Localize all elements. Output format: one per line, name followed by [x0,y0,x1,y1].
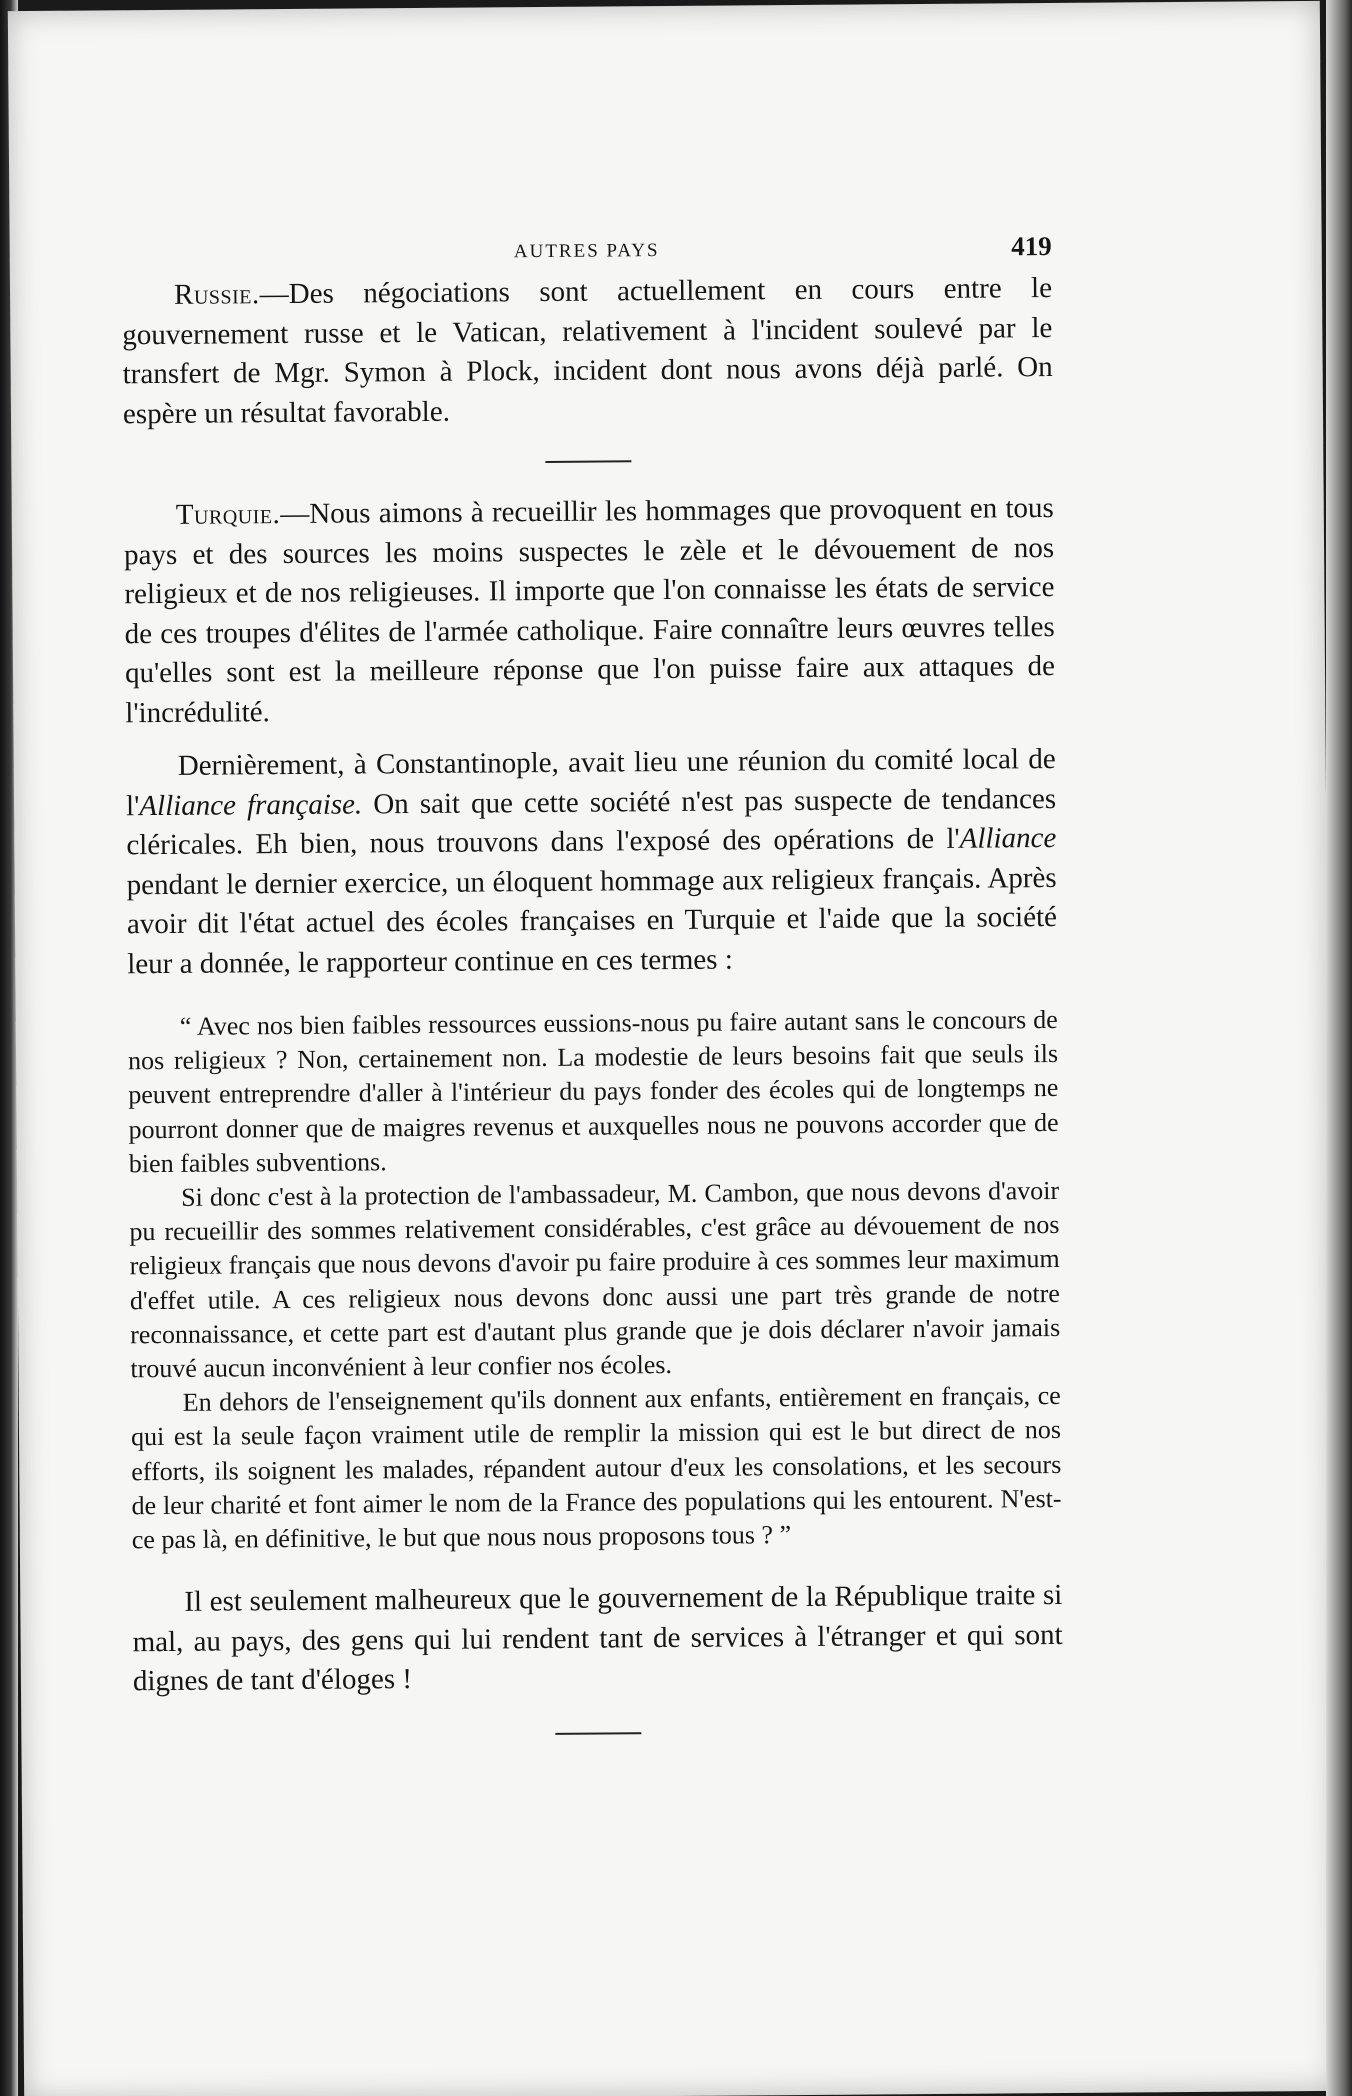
quote-paragraph-2: Si donc c'est à la protection de l'ambassadeur, M. Cambon, que nous devons d'avoir pu recueillir des sommes relativement considérables, c'est grâce au dévouement de nos religieux français que nous devons d'avoir pu faire produire à ces sommes leur maximum d'effet utile. A ces religieux nous devons donc aussi une part très grande de notre reconnaissance, et cette part est d'autant plus grande que je dois déclarer n'avoir jamais trouvé aucun inconvénient à leur confier nos écoles. [129,1175,1061,1384]
russie-text: —Des négociations sont actuellement en cours entre le gouvernement russe et le Vatican, relativement à l'incident soulevé par le transfert de Mgr. Symon à Plock, incident dont nous avons déjà parlé. On espère un résultat favorable. [122,271,1053,430]
closing-paragraph: Il est seulement malheureux que le gouvernement de la République traite si mal, au pays, des gens qui lui rendent tant de services à l'étranger et qui sont dignes de tant d'éloges ! [132,1579,1063,1698]
alliance-francaise-italic: Alliance française. [139,787,363,822]
turquie-lead: Turquie. [175,498,281,531]
turquie-paragraph-2 [126,740,1058,984]
quote-paragraph-1: “ Avec nos bien faibles ressources eussions-nous pu faire autant sans le concours de nos religieux ? Non, certainement non. La modestie de leurs besoins fait que seuls ils peuvent entreprendre d'aller à l'intérieur du pays fonder des écoles qui de longtemps ne pourront donner que de maigres revenus et auxquelles nous ne pouvons accorder que de bien faibles subventions. [127,1004,1059,1179]
turquie-text-2b: On sait que cette société n'est pas suspecte de tendances cléricales. Eh bien, nous trouvons dans l'exposé des opérations de l' [126,782,1057,862]
page-content [122,229,1064,1768]
turquie-text-2a: Dernièrement, à Constantinople, avait lieu une réunion du comité local de l' [125,742,1056,822]
section-divider [545,460,631,463]
quoted-report [128,1003,1062,1558]
quote-paragraph-3: En dehors de l'enseignement qu'ils donnent aux enfants, entièrement en français, ce qui est la seule façon vraiment utile de remplir la mission qui est le but direct de nos efforts, ils soignent les malades, répandent autour d'eux les consolations, et les secours de leur charité et font aimer le nom de la France des populations qui les entourent. N'est-ce pas là, en définitive, le but que nous nous proposons tous ? ” [130,1381,1062,1555]
russie-paragraph [122,269,1053,434]
alliance-italic: Alliance [959,821,1057,855]
turquie-text-2c: pendant le dernier exercice, un éloquent hommage aux religieux français. Après avoir dit l'état actuel des écoles françaises en Turquie et l'aide que la société leur a donnée, le rapporteur continue en ces termes : [126,861,1058,980]
russie-lead: Russie. [173,278,260,311]
book-page [8,1,1336,2096]
running-head [122,229,1052,276]
end-divider [555,1732,641,1735]
turquie-text-1: —Nous aimons à recueillir les hommages que provoquent en tous pays et des sources les moins suspectes le zèle et le dévouement de nos religieux et de nos religieuses. Il importe que l'on connaisse les états de service de ces troupes d'élites de l'armée catholique. Faire connaître leurs œuvres telles qu'elles sont est la meilleure réponse que l'on puisse faire aux attaques de l'incrédulité. [123,491,1056,729]
running-title: AUTRES PAYS [513,240,660,263]
turquie-paragraph-1 [124,489,1056,733]
page-number: 419 [1011,230,1052,262]
page-edge-stack [1326,0,1352,2096]
